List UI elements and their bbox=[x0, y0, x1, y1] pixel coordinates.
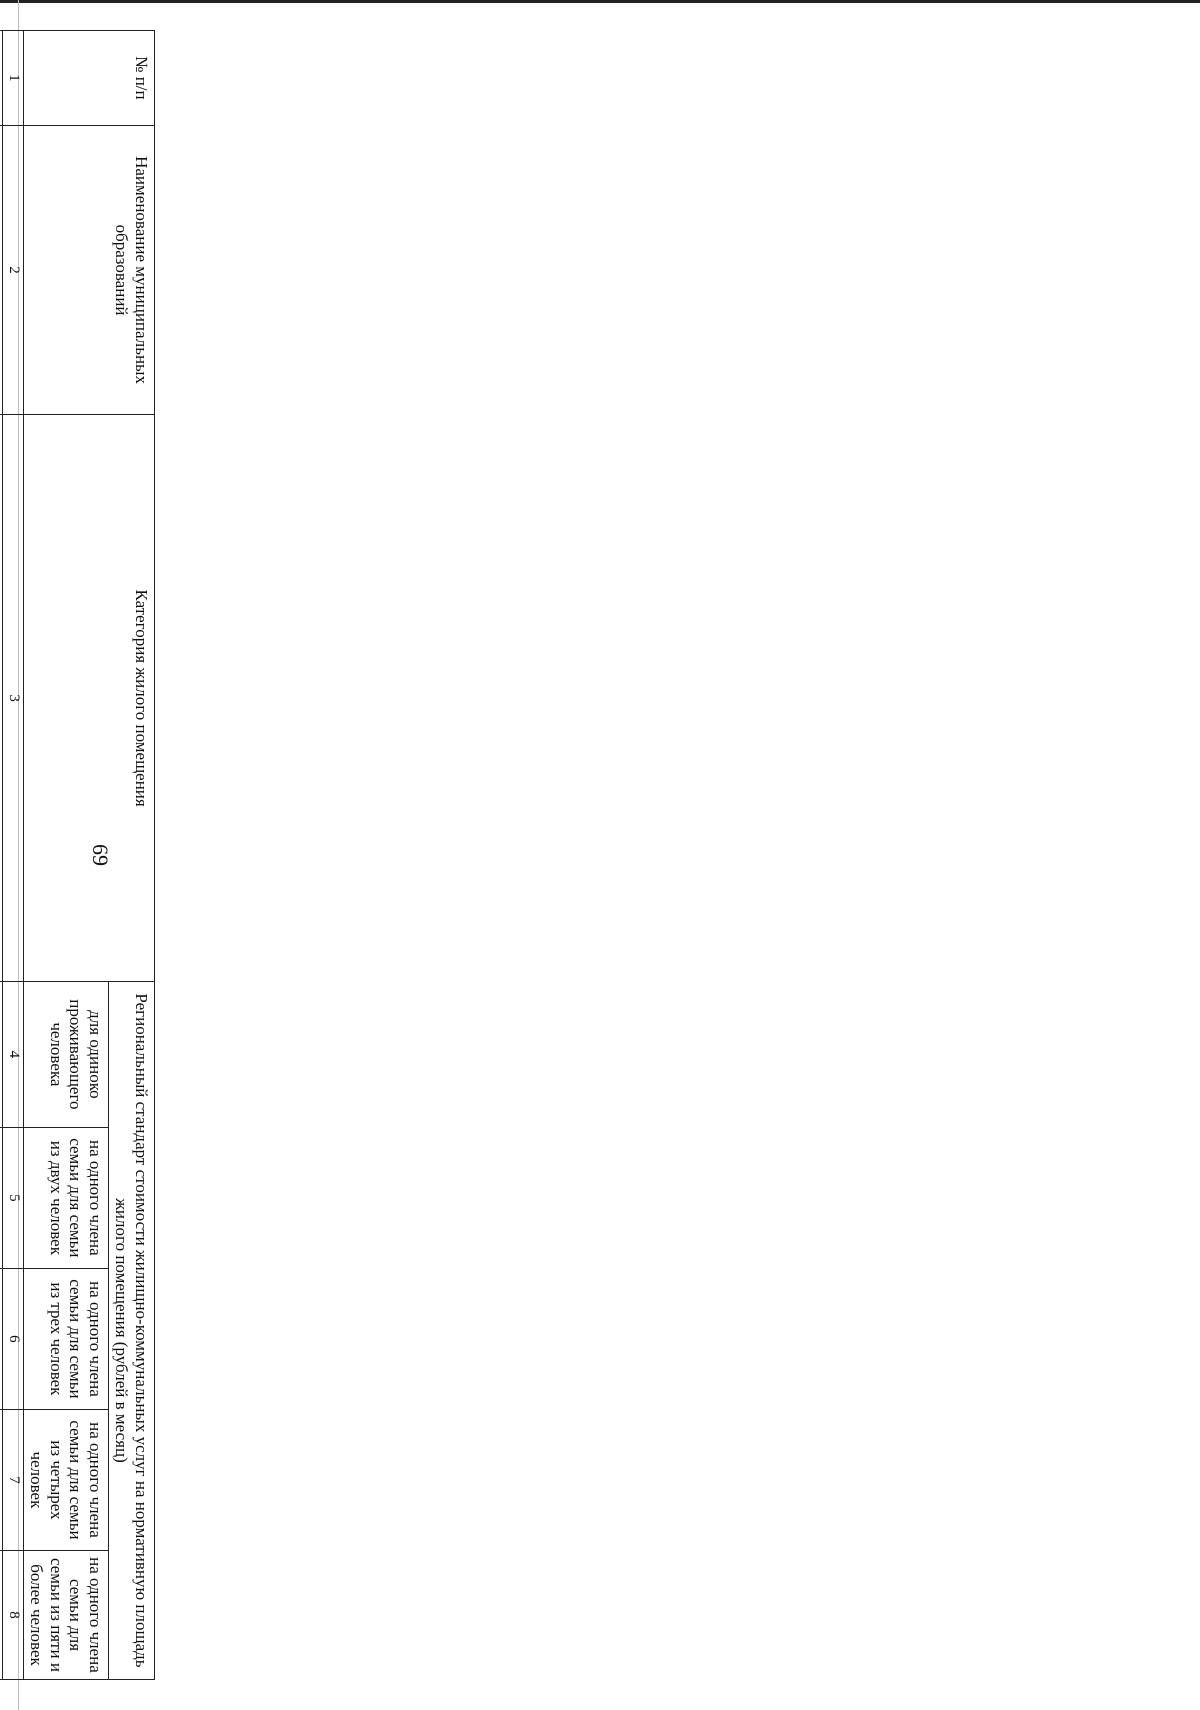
col-number: 5 bbox=[3, 1127, 23, 1268]
col-number: 7 bbox=[3, 1409, 23, 1550]
header-col-8: на одного члена семьи для семьи из пяти и более человек bbox=[23, 1550, 108, 1679]
municipality-name bbox=[0, 125, 3, 414]
header-col-7: на одного члена семьи для семьи из четырех человек bbox=[23, 1409, 108, 1550]
cost-single bbox=[0, 981, 3, 1127]
table-row bbox=[0, 31, 3, 1680]
cost-family-5plus bbox=[0, 1550, 3, 1679]
header-num: № п/п bbox=[23, 31, 154, 126]
header-col-6: на одного члена семьи для семьи из трех человек bbox=[23, 1268, 108, 1409]
housing-category bbox=[0, 415, 3, 982]
housing-cost-table bbox=[0, 30, 155, 1680]
col-number: 2 bbox=[3, 125, 23, 414]
col-number: 8 bbox=[3, 1550, 23, 1679]
header-category: Категория жилого помещения bbox=[23, 415, 154, 982]
header-col-4: для одиноко проживающего человека bbox=[23, 981, 108, 1127]
col-number: 3 bbox=[3, 415, 23, 982]
cost-family-4 bbox=[0, 1409, 3, 1550]
cost-family-3 bbox=[0, 1268, 3, 1409]
col-number: 6 bbox=[3, 1268, 23, 1409]
scan-edge-top bbox=[0, 0, 1200, 3]
col-number: 4 bbox=[3, 981, 23, 1127]
col-number: 1 bbox=[3, 31, 23, 126]
page-number: 69 bbox=[88, 844, 113, 866]
document-page bbox=[0, 30, 155, 1680]
header-col-5: на одного члена семьи для семьи из двух человек bbox=[23, 1127, 108, 1268]
cost-family-2 bbox=[0, 1127, 3, 1268]
header-name: Наименование муниципальных образований bbox=[23, 125, 154, 414]
column-numbers-row bbox=[3, 31, 23, 1680]
row-number bbox=[0, 31, 3, 126]
header-standard-group: Региональный стандарт стоимости жилищно-коммунальных услуг на нормативную площадь жилого помещения (рублей в месяц) bbox=[108, 981, 154, 1679]
